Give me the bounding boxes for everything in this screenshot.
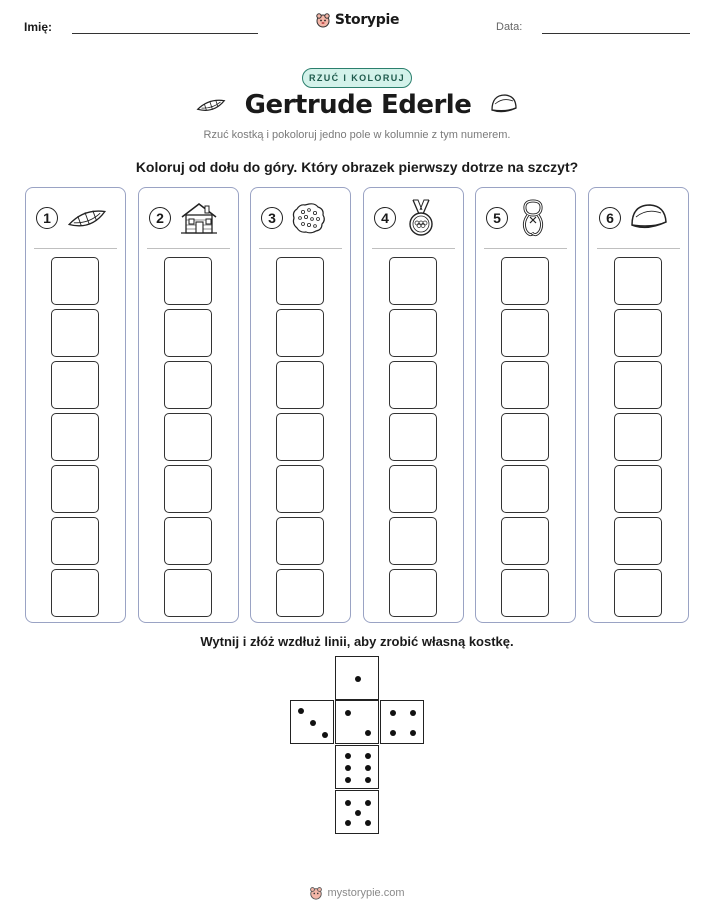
die-pip: [365, 765, 371, 771]
color-cell[interactable]: [501, 257, 549, 305]
die-face: [335, 745, 379, 789]
die-pip: [355, 676, 361, 682]
die-pip: [410, 710, 416, 716]
color-cell[interactable]: [164, 361, 212, 409]
die-pip: [355, 810, 361, 816]
die-pip: [365, 820, 371, 826]
color-cell[interactable]: [614, 517, 662, 565]
color-cell[interactable]: [276, 517, 324, 565]
dice-net: [290, 656, 430, 838]
color-cell[interactable]: [501, 465, 549, 513]
footer-url: mystorypie.com: [327, 887, 405, 899]
footer: [0, 886, 714, 900]
die-face: [335, 656, 379, 700]
die-pip: [345, 710, 351, 716]
sponge-icon: [291, 201, 327, 235]
rope-knot-icon: [516, 197, 550, 239]
column-number: 4: [374, 207, 396, 229]
color-cell[interactable]: [164, 413, 212, 461]
color-cell[interactable]: [501, 309, 549, 357]
die-face: [335, 700, 379, 744]
color-cell[interactable]: [51, 517, 99, 565]
swim-cap-icon: [629, 201, 669, 235]
swim-cap-icon: [489, 92, 519, 118]
color-cell[interactable]: [501, 413, 549, 461]
column-6: [588, 187, 689, 623]
color-cell[interactable]: [51, 309, 99, 357]
die-face: [380, 700, 424, 744]
die-pip: [365, 800, 371, 806]
rowboat-icon: [195, 94, 227, 116]
column-header: [261, 198, 344, 238]
color-cell[interactable]: [614, 257, 662, 305]
column-header: [374, 198, 457, 238]
color-cell[interactable]: [164, 517, 212, 565]
column-number: 3: [261, 207, 283, 229]
name-label: Imię:: [24, 20, 53, 34]
instruction: Koloruj od dołu do góry. Który obrazek pierwszy dotrze na szczyt?: [135, 159, 579, 175]
house-icon: [179, 200, 219, 236]
die-pip: [410, 730, 416, 736]
column-4: [363, 187, 464, 623]
color-cell[interactable]: [614, 569, 662, 617]
date-label: Data:: [496, 21, 523, 33]
die-face: [335, 790, 379, 834]
column-header: [486, 198, 569, 238]
column-divider: [484, 248, 567, 249]
column-3: [250, 187, 351, 623]
die-pip: [365, 753, 371, 759]
color-cell[interactable]: [389, 517, 437, 565]
color-cell[interactable]: [389, 465, 437, 513]
die-pip: [345, 820, 351, 826]
activity-badge: RZUĆ I KOLORUJ: [302, 68, 412, 88]
color-cell[interactable]: [614, 309, 662, 357]
color-cell[interactable]: [389, 309, 437, 357]
color-cell[interactable]: [501, 569, 549, 617]
color-cell[interactable]: [51, 465, 99, 513]
color-cell[interactable]: [501, 517, 549, 565]
color-cell[interactable]: [164, 309, 212, 357]
die-pip: [345, 753, 351, 759]
brand-name: Storypie: [334, 12, 400, 28]
color-cell[interactable]: [51, 361, 99, 409]
color-cell[interactable]: [164, 465, 212, 513]
die-pip: [298, 708, 304, 714]
die-pip: [345, 800, 351, 806]
color-cell[interactable]: [614, 465, 662, 513]
color-cell[interactable]: [389, 413, 437, 461]
die-pip: [322, 732, 328, 738]
column-header: [599, 198, 682, 238]
column-header: [149, 198, 232, 238]
die-pip: [390, 710, 396, 716]
color-cell[interactable]: [501, 361, 549, 409]
storypie-logo-icon: [315, 12, 331, 28]
subtitle: Rzuć kostką i pokoloruj jedno pole w kolumnie z tym numerem.: [203, 129, 511, 141]
column-number: 2: [149, 207, 171, 229]
die-pip: [365, 730, 371, 736]
color-cell[interactable]: [389, 569, 437, 617]
color-cell[interactable]: [614, 361, 662, 409]
die-face: [290, 700, 334, 744]
rowboat-icon: [66, 201, 108, 235]
die-pip: [390, 730, 396, 736]
dice-instruction: Wytnij i złóż wzdłuż linii, aby zrobić własną kostkę.: [200, 634, 514, 649]
column-5: [475, 187, 576, 623]
column-divider: [259, 248, 342, 249]
name-line[interactable]: [72, 33, 258, 34]
color-cell[interactable]: [51, 569, 99, 617]
color-cell[interactable]: [614, 413, 662, 461]
brand: [0, 12, 714, 28]
column-2: [138, 187, 239, 623]
column-divider: [372, 248, 455, 249]
column-number: 1: [36, 207, 58, 229]
column-1: [25, 187, 126, 623]
column-divider: [147, 248, 230, 249]
color-cell[interactable]: [389, 257, 437, 305]
page-title: Gertrude Ederle: [244, 90, 472, 120]
column-number: 6: [599, 207, 621, 229]
color-cell[interactable]: [276, 257, 324, 305]
medal-icon: [404, 198, 438, 238]
storypie-logo-icon: [309, 886, 323, 900]
color-cell[interactable]: [164, 569, 212, 617]
die-pip: [345, 777, 351, 783]
title-row: [0, 90, 714, 120]
column-divider: [597, 248, 680, 249]
color-cell[interactable]: [276, 413, 324, 461]
column-number: 5: [486, 207, 508, 229]
die-pip: [345, 765, 351, 771]
color-cell[interactable]: [276, 465, 324, 513]
color-cell[interactable]: [276, 569, 324, 617]
color-cell[interactable]: [276, 361, 324, 409]
date-line[interactable]: [542, 33, 690, 34]
column-divider: [34, 248, 117, 249]
color-cell[interactable]: [276, 309, 324, 357]
die-pip: [365, 777, 371, 783]
column-header: [36, 198, 119, 238]
die-pip: [310, 720, 316, 726]
color-cell[interactable]: [51, 413, 99, 461]
color-cell[interactable]: [389, 361, 437, 409]
color-cell[interactable]: [51, 257, 99, 305]
color-cell[interactable]: [164, 257, 212, 305]
